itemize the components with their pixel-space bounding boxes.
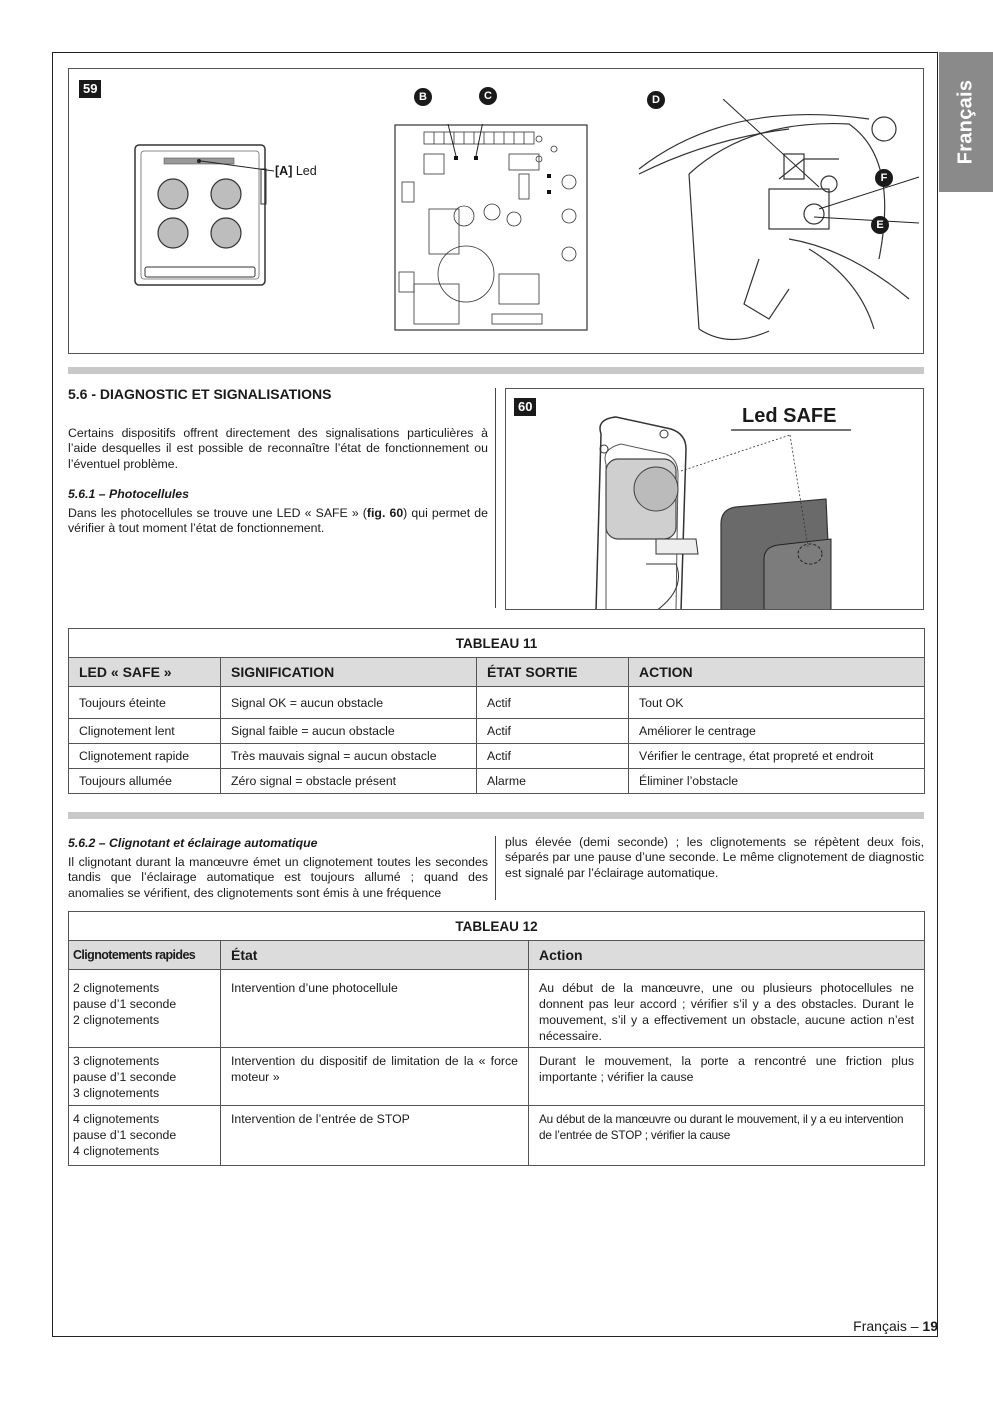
column-header: Action [529,941,925,970]
section-title: 5.6 - DIAGNOSTIC ET SIGNALISATIONS [68,386,332,402]
table-cell: Alarme [477,769,629,794]
table-cell: Zéro signal = obstacle présent [221,769,477,794]
table-11 [68,628,925,794]
language-tab [939,52,993,192]
subsection-number: 5.6.2 – [68,836,106,850]
table-cell: Actif [477,719,629,744]
column-header: LED « SAFE » [69,658,221,687]
table-row [69,970,925,1048]
table-cell: Toujours allumée [69,769,221,794]
table-cell: Au début de la manœuvre ou durant le mouvement, il y a eu intervention de l’entrée de STOP ; vérifier la cause [529,1106,925,1166]
table-row [69,769,925,794]
column-header: État [221,941,529,970]
callout-b: B [414,88,432,106]
table-cell: Signal faible = aucun obstacle [221,719,477,744]
table-cell: Intervention d’une photocellule [221,970,529,1048]
cell-line: 4 clignotements [73,1112,160,1126]
column-header: ACTION [629,658,925,687]
subsection-5-6-2-text-right: plus élevée (demi seconde) ; les clignotements se répètent deux fois, séparés par une pause d’une seconde. Le même clignotement de diagnostic est signalé par l’éclairage automatique. [505,835,924,880]
table-row [69,719,925,744]
table-row [69,1048,925,1106]
page-number: 19 [922,1318,938,1334]
remote-control-illustration [129,139,349,289]
subsection-5-6-1-heading [68,487,189,501]
led-safe-label: Led SAFE [742,405,837,427]
callout-d: D [647,91,665,109]
table-cell: Au début de la manœuvre, une ou plusieurs photocellules ne donnent pas leur accord ; vérifier s’il y a des obstacles. Durant le mouvement, s’il y a effectivement un obstacle, aucune action n’est nécessaire. [529,970,925,1048]
table-cell: Intervention du dispositif de limitation de la « force moteur » [221,1048,529,1106]
table-cell: Tout OK [629,687,925,719]
cell-line: 3 clignotements [73,1086,160,1100]
table-cell: Signal OK = aucun obstacle [221,687,477,719]
separator-bar [68,367,924,374]
led-label [275,164,317,178]
table-row [69,1106,925,1166]
table-cell [69,970,221,1048]
subsection-title: Photocellules [109,487,189,501]
led-label-prefix: [A] [275,164,293,178]
cell-line: 2 clignotements [73,981,160,995]
figure-reference: fig. 60 [366,506,404,520]
table-cell: Intervention de l’entrée de STOP [221,1106,529,1166]
subsection-5-6-2-heading [68,836,317,850]
column-header: ÉTAT SORTIE [477,658,629,687]
table-cell [69,1106,221,1166]
table-title: TABLEAU 11 [69,629,925,658]
subsection-title: Clignotant et éclairage automatique [109,836,318,850]
callout-f: F [875,169,893,187]
cell-line: 2 clignotements [73,1013,160,1027]
column-header: Clignotements rapides [69,941,221,970]
page-footer [853,1318,938,1334]
table-cell: Éliminer l’obstacle [629,769,925,794]
table-cell: Actif [477,744,629,769]
table-cell [69,1048,221,1106]
callout-e: E [871,216,889,234]
subsection-5-6-1-text [68,506,488,537]
column-divider [495,388,496,608]
cell-line: 4 clignotements [73,1144,160,1158]
section-intro: Certains dispositifs offrent directement des signalisations particulières à l’aide desquelles il est possible de reconnaître l’état de fonctionnement ou l’éventuel problème. [68,426,488,471]
table-row [69,687,925,719]
cell-line: 3 clignotements [73,1054,160,1068]
figure-number: 59 [79,80,101,98]
photocell-illustration [506,389,924,610]
table-cell: Actif [477,687,629,719]
cell-line: pause d’1 seconde [73,1128,177,1142]
cell-line: pause d’1 seconde [73,1070,177,1084]
table-cell: Vérifier le centrage, état propreté et endroit [629,744,925,769]
figure-number: 60 [514,398,536,416]
language-tab-label: Français [954,79,977,165]
separator-bar [68,812,924,819]
figure-59 [68,68,924,354]
led-label-suffix: Led [295,164,317,178]
photocell-text-start: Dans les photocellules se trouve une LED « SAFE » ( [68,506,367,520]
table-cell: Toujours éteinte [69,687,221,719]
table-cell: Clignotement rapide [69,744,221,769]
subsection-number: 5.6.1 – [68,487,106,501]
column-divider [495,836,496,900]
table-12 [68,911,925,1166]
table-cell: Améliorer le centrage [629,719,925,744]
photocell-text-end: ) qui permet de vérifier à tout moment l’état de fonctionnement. [68,506,488,536]
column-header: SIGNIFICATION [221,658,477,687]
table-cell: Durant le mouvement, la porte a rencontré une friction plus importante ; vérifier la cause [529,1048,925,1106]
cell-line: pause d’1 seconde [73,997,177,1011]
figure-60 [505,388,924,610]
table-title: TABLEAU 12 [69,912,925,941]
footer-language: Français – [853,1318,919,1334]
subsection-5-6-2-text-left: Il clignotant durant la manœuvre émet un clignotement toutes les secondes tandis que l’éclairage automatique est toujours allumé ; quand des anomalies se vérifient, des clignotements sont émis à une fréquence [68,855,488,900]
table-row [69,744,925,769]
table-cell: Clignotement lent [69,719,221,744]
table-cell: Très mauvais signal = aucun obstacle [221,744,477,769]
circuit-board-illustration [394,124,664,334]
callout-c: C [479,87,497,105]
